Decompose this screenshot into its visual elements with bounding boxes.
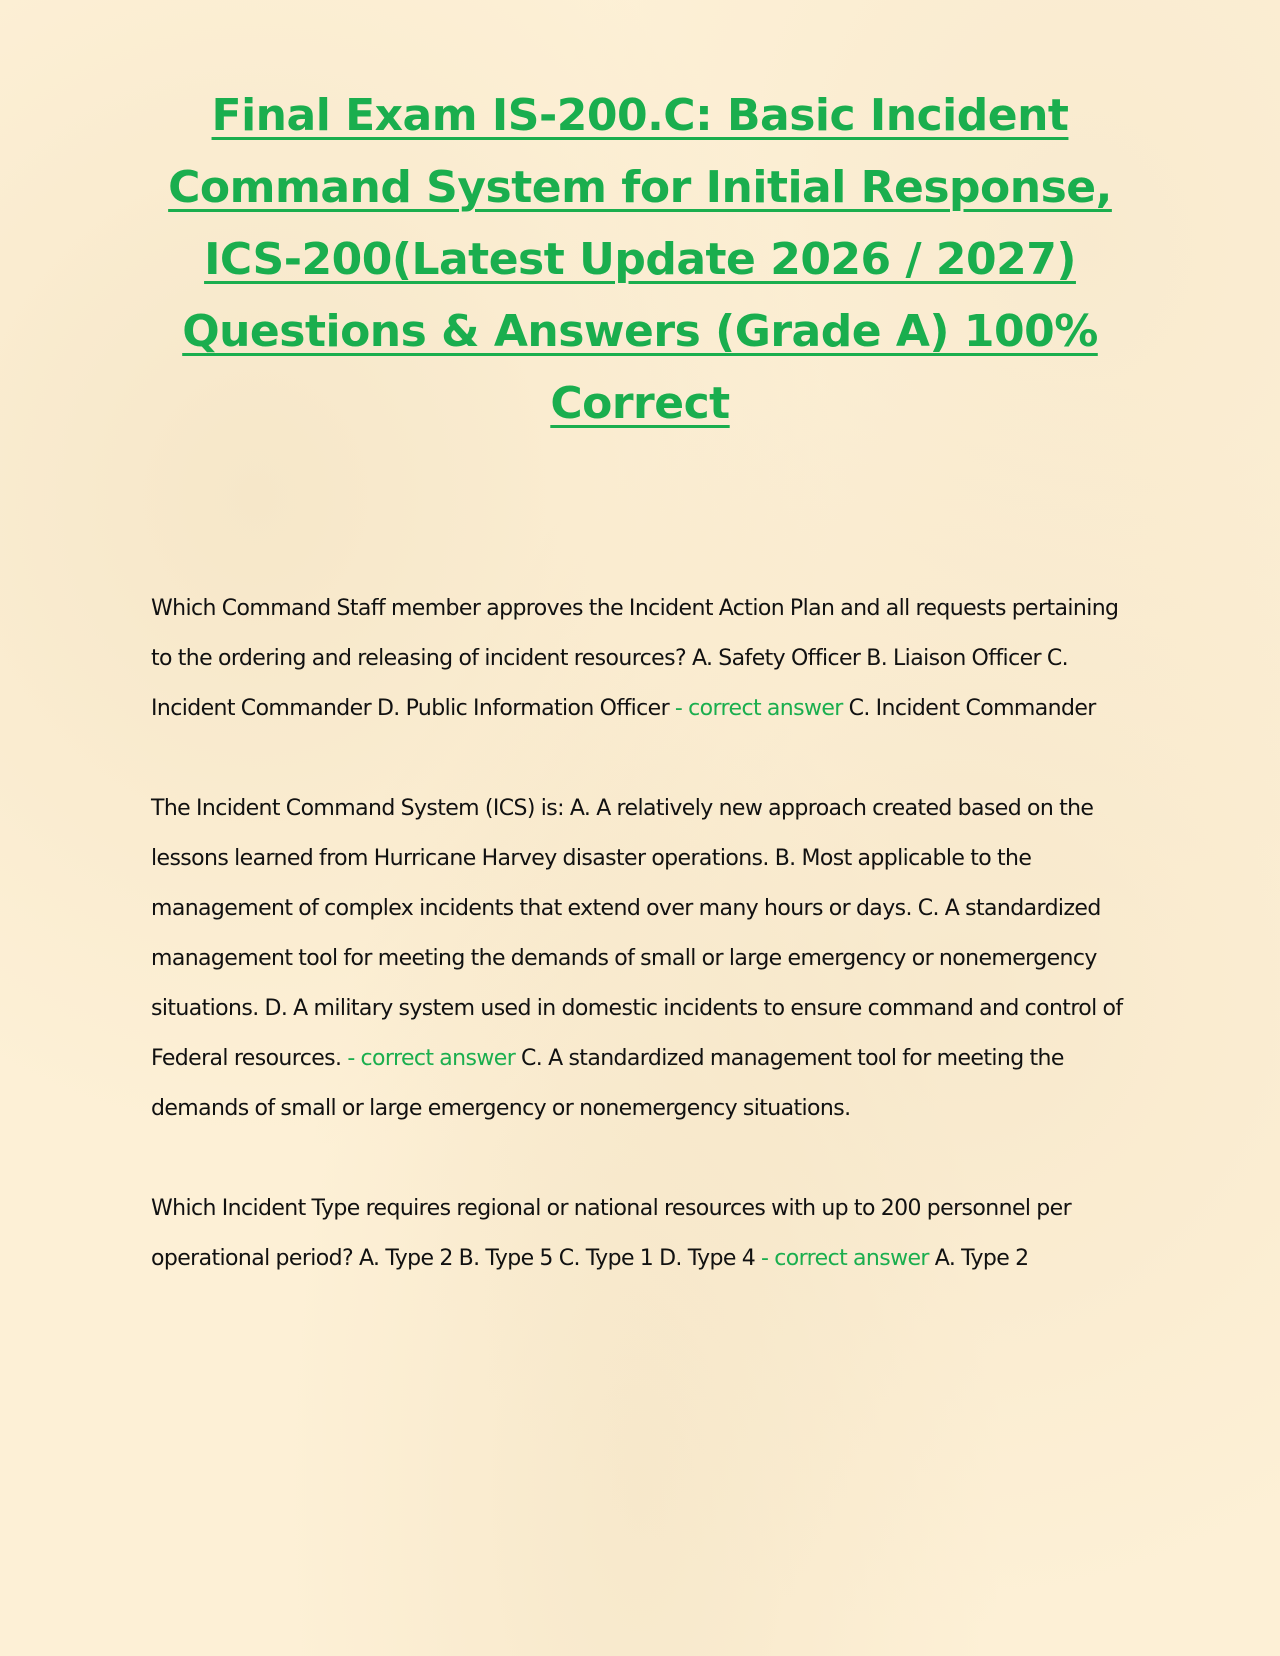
question-text: Which Incident Type requires regional or national resources with up to 200 personnel per operational period? A. Type 2 B. Type 5 C. Type 1 D. Type 4 <box>151 1196 1072 1271</box>
correct-answer-marker: - correct answer <box>669 696 849 721</box>
answer-text: C. A standardized management tool for meeting the demands of small or large emergency or nonemergency situations. <box>151 1046 1064 1121</box>
correct-answer-marker: - correct answer <box>341 1046 522 1071</box>
answer-text: A. Type 2 <box>934 1246 1029 1271</box>
document-title: Final Exam IS-200.C: Basic Incident Command System for Initial Response, ICS-200(Latest Update 2026 / 2027) Questions & Answers (Grade A) 100% Correct <box>168 90 1112 429</box>
correct-answer-marker: - correct answer <box>755 1246 935 1271</box>
qa-item <box>151 784 1131 1134</box>
question-text: Which Command Staff member approves the Incident Action Plan and all requests pertaining to the ordering and releasing of incident resources? A. Safety Officer B. Liaison Officer C. Incident Commander D. Public Information Officer <box>151 596 1119 721</box>
question-text: The Incident Command System (ICS) is: A. A relatively new approach created based on the lessons learned from Hurricane Harvey disaster operations. B. Most applicable to the management of complex incidents that extend over many hours or days. C. A standardized management tool for meeting the demands of small or large emergency or nonemergency situations. D. A military system used in domestic incidents to ensure command and control of Federal resources. <box>151 796 1123 1071</box>
qa-list <box>151 584 1131 1334</box>
qa-item <box>151 584 1131 734</box>
answer-text: C. Incident Commander <box>848 696 1096 721</box>
qa-item <box>151 1184 1131 1284</box>
